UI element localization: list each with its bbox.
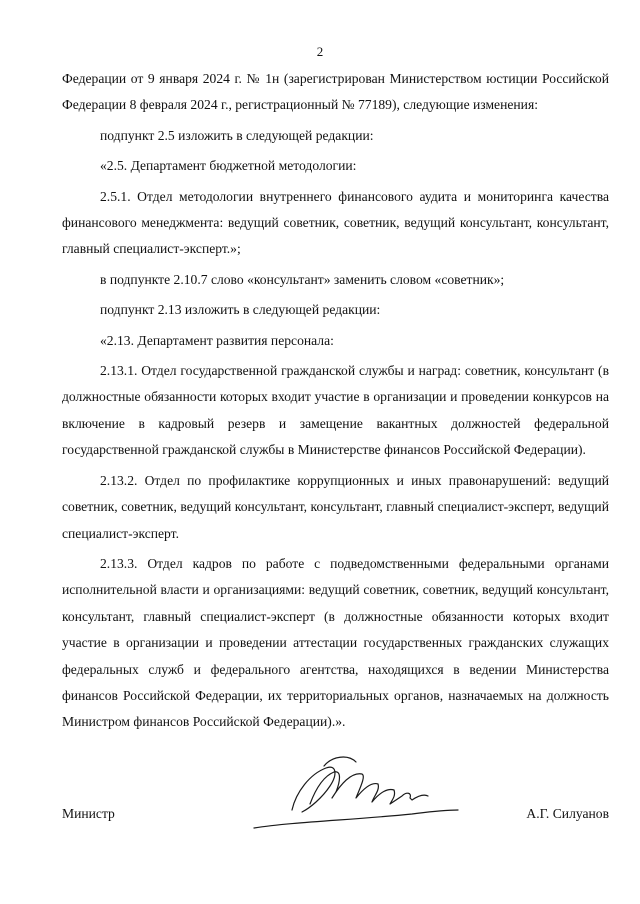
paragraph-2-13-2: 2.13.2. Отдел по профилактике коррупционных и иных правонарушений: ведущий советник, советник, ведущий консультант, консультант, главный специалист-эксперт, ведущий специалист-эксперт. (62, 472, 609, 541)
paragraph-department-2-5: «2.5. Департамент бюджетной методологии: (100, 158, 357, 174)
paragraph-continuation: Федерации от 9 января 2024 г. № 1н (зарегистрирован Министерством юстиции Российской Федерации 8 февраля 2024 г., регистрационный № 77189), следующие изменения: (62, 71, 609, 113)
signature-block (62, 806, 609, 830)
paragraph-2-5-1: 2.5.1. Отдел методологии внутреннего финансового аудита и мониторинга качества финансового менеджмента: ведущий советник, советник, ведущий консультант, консультант, главный специалист-эксперт.»; (62, 188, 609, 257)
document-body (62, 66, 609, 736)
paragraph-2-13-1: 2.13.1. Отдел государственной гражданской службы и наград: советник, консультант (в должностные обязанности которых входит участие в организации и проведении конкурсов на включение в кадровый резерв и замещение вакантных должностей федеральной государственной гражданской службы в Министерстве финансов Российской Федерации). (62, 363, 609, 458)
signatory-name: А.Г. Силуанов (526, 806, 609, 821)
paragraph-department-2-13: «2.13. Департамент развития персонала: (100, 332, 334, 348)
paragraph-2-13-3: 2.13.3. Отдел кадров по работе с подведомственными федеральными органами исполнительной власти и организациями: ведущий советник, советник, ведущий консультант, консультант, главный специалист-эксперт (в должностные обязанности которых входит участие в организации и проведении аттестации государственных гражданских служащих федеральных служб и федерального агентства, находящихся в ведении Министерства финансов Российской Федерации, их территориальных органов, назначаемых на должность Министром финансов Российской Федерации).». (62, 555, 609, 730)
paragraph-instruction-2-5: подпункт 2.5 изложить в следующей редакции: (100, 127, 374, 143)
page-number: 2 (316, 44, 324, 59)
paragraph-instruction-2-10-7: в подпункте 2.10.7 слово «консультант» заменить словом «советник»; (100, 271, 505, 287)
signatory-position: Министр (62, 806, 115, 821)
paragraph-instruction-2-13: подпункт 2.13 изложить в следующей редакции: (100, 302, 381, 318)
